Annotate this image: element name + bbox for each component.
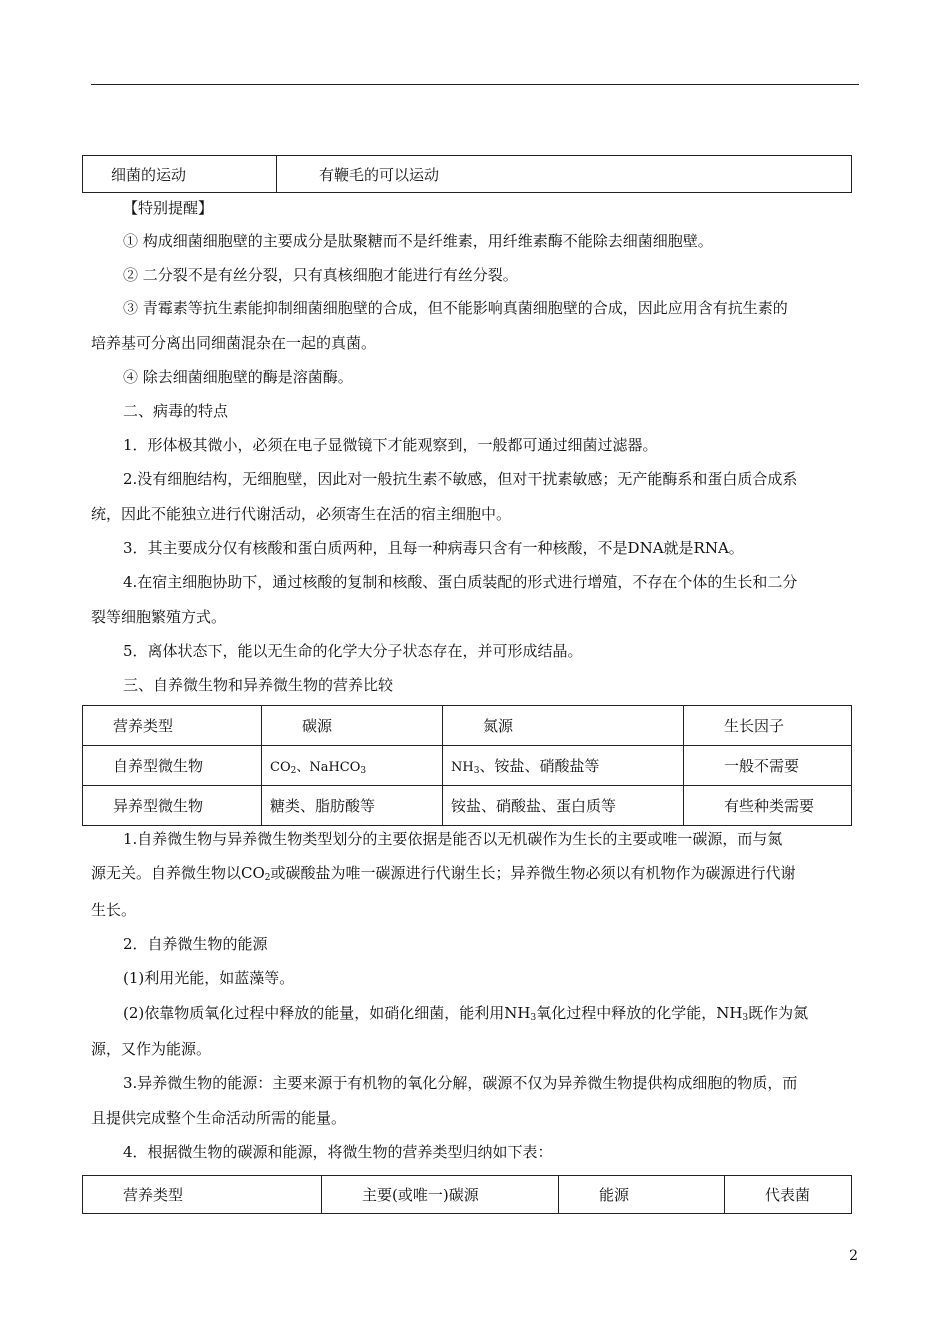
table-cell: 一般不需要 [684, 746, 852, 786]
virus-point-5: 5．离体状态下，能以无生命的化学大分子状态存在，并可形成结晶。 [123, 642, 583, 660]
table-cell: 铵盐、硝酸盐、蛋白质等 [443, 786, 684, 826]
table-header-cell: 营养类型 [83, 706, 262, 746]
table-cell: 糖类、脂肪酸等 [262, 786, 443, 826]
table-cell [262, 746, 443, 786]
paragraph-2-item-1: (1)利用光能，如蓝藻等。 [123, 969, 295, 987]
table-header-cell: 碳源 [262, 706, 443, 746]
table-row [83, 156, 852, 193]
text-span: (2)依靠物质氧化过程中释放的能量，如硝化细菌，能利用NH [123, 1004, 531, 1022]
subscript: 2 [290, 765, 297, 776]
virus-point-2: 2.没有细胞结构，无细胞壁，因此对一般抗生素不敏感，但对干扰素敏感；无产能酶系和蛋白质合成系 [123, 470, 798, 488]
table-header-cell: 氮源 [443, 706, 684, 746]
table-cell: 细菌的运动 [83, 156, 277, 193]
subscript: 3 [473, 766, 480, 776]
nutrition-comparison-table [82, 705, 852, 826]
paragraph-4: 4．根据微生物的碳源和能源，将微生物的营养类型归纳如下表： [123, 1143, 553, 1161]
table-cell: 异养型微生物 [83, 786, 262, 826]
cell-text: 、铵盐、硝酸盐等 [479, 757, 600, 775]
paragraph-1-cont [91, 863, 796, 888]
bacteria-motion-table [82, 155, 852, 193]
virus-heading: 二、病毒的特点 [123, 402, 229, 420]
text-span: 或碳酸盐为唯一碳源进行代谢生长；异养微生物必须以有机物作为碳源进行代谢 [270, 864, 796, 882]
cell-text: NH [451, 760, 474, 775]
text-span: 既作为氮 [748, 1004, 809, 1022]
reminder-item-1: ① 构成细菌细胞壁的主要成分是肽聚糖而不是纤维素，用纤维素酶不能除去细菌细胞壁。 [123, 232, 713, 250]
virus-point-4-cont: 裂等细胞繁殖方式。 [91, 608, 227, 626]
subscript: 3 [742, 1013, 749, 1023]
subscript: 3 [530, 1013, 537, 1023]
nutrition-heading: 三、自养微生物和异养微生物的营养比较 [123, 676, 394, 694]
text-span: 源无关。自养微生物以CO [91, 864, 265, 882]
paragraph-2-item-2-cont: 源，又作为能源。 [91, 1040, 212, 1058]
table-row [83, 1176, 852, 1214]
table-row [83, 706, 852, 746]
subscript: 3 [360, 765, 367, 776]
reminder-item-3-cont: 培养基可分离出同细菌混杂在一起的真菌。 [91, 334, 377, 352]
header-rule [91, 84, 859, 85]
page-number: 2 [849, 1248, 858, 1264]
text-span: 氧化过程中释放的化学能，NH [536, 1004, 743, 1022]
reminder-item-3: ③ 青霉素等抗生素能抑制细菌细胞壁的合成，但不能影响真菌细胞壁的合成，因此应用含有抗生素的 [123, 299, 788, 317]
table-header-cell: 生长因子 [684, 706, 852, 746]
paragraph-3: 3.异养微生物的能源：主要来源于有机物的氧化分解，碳源不仅为异养微生物提供构成细胞的物质，而 [123, 1074, 798, 1092]
reminder-title: 【特别提醒】 [123, 199, 214, 217]
table-header-cell: 能源 [559, 1176, 725, 1214]
paragraph-2-heading: 2．自养微生物的能源 [123, 935, 268, 953]
nutrition-type-table [82, 1175, 852, 1214]
reminder-item-4: ④ 除去细菌细胞壁的酶是溶菌酶。 [123, 368, 353, 386]
paragraph-3-cont: 且提供完成整个生命活动所需的能量。 [91, 1109, 347, 1127]
table-header-cell: 营养类型 [83, 1176, 322, 1214]
virus-point-1: 1．形体极其微小，必须在电子显微镜下才能观察到，一般都可通过细菌过滤器。 [123, 436, 658, 454]
table-header-cell: 主要(或唯一)碳源 [322, 1176, 559, 1214]
table-cell: 有些种类需要 [684, 786, 852, 826]
paragraph-1-end: 生长。 [91, 901, 137, 919]
table-cell: 有鞭毛的可以运动 [277, 156, 852, 193]
table-cell: 自养型微生物 [83, 746, 262, 786]
table-row [83, 746, 852, 786]
cell-text: CO [270, 759, 291, 775]
table-header-cell: 代表菌 [725, 1176, 852, 1214]
reminder-item-2: ② 二分裂不是有丝分裂，只有真核细胞才能进行有丝分裂。 [123, 266, 518, 284]
paragraph-2-item-2 [123, 1003, 808, 1028]
subscript: 2 [264, 873, 271, 883]
table-row [83, 786, 852, 826]
table-cell [443, 746, 684, 786]
virus-point-3: 3．其主要成分仅有核酸和蛋白质两种，且每一种病毒只含有一种核酸，不是DNA就是RNA。 [123, 539, 744, 557]
paragraph-1: 1.自养微生物与异养微生物类型划分的主要依据是能否以无机碳作为生长的主要或唯一碳源，而与氮 [123, 830, 783, 848]
virus-point-2-cont: 统，因此不能独立进行代谢活动，必须寄生在活的宿主细胞中。 [91, 505, 512, 523]
cell-text: 、NaHCO [296, 759, 361, 775]
virus-point-4: 4.在宿主细胞协助下，通过核酸的复制和核酸、蛋白质装配的形式进行增殖，不存在个体的生长和二分 [123, 573, 798, 591]
